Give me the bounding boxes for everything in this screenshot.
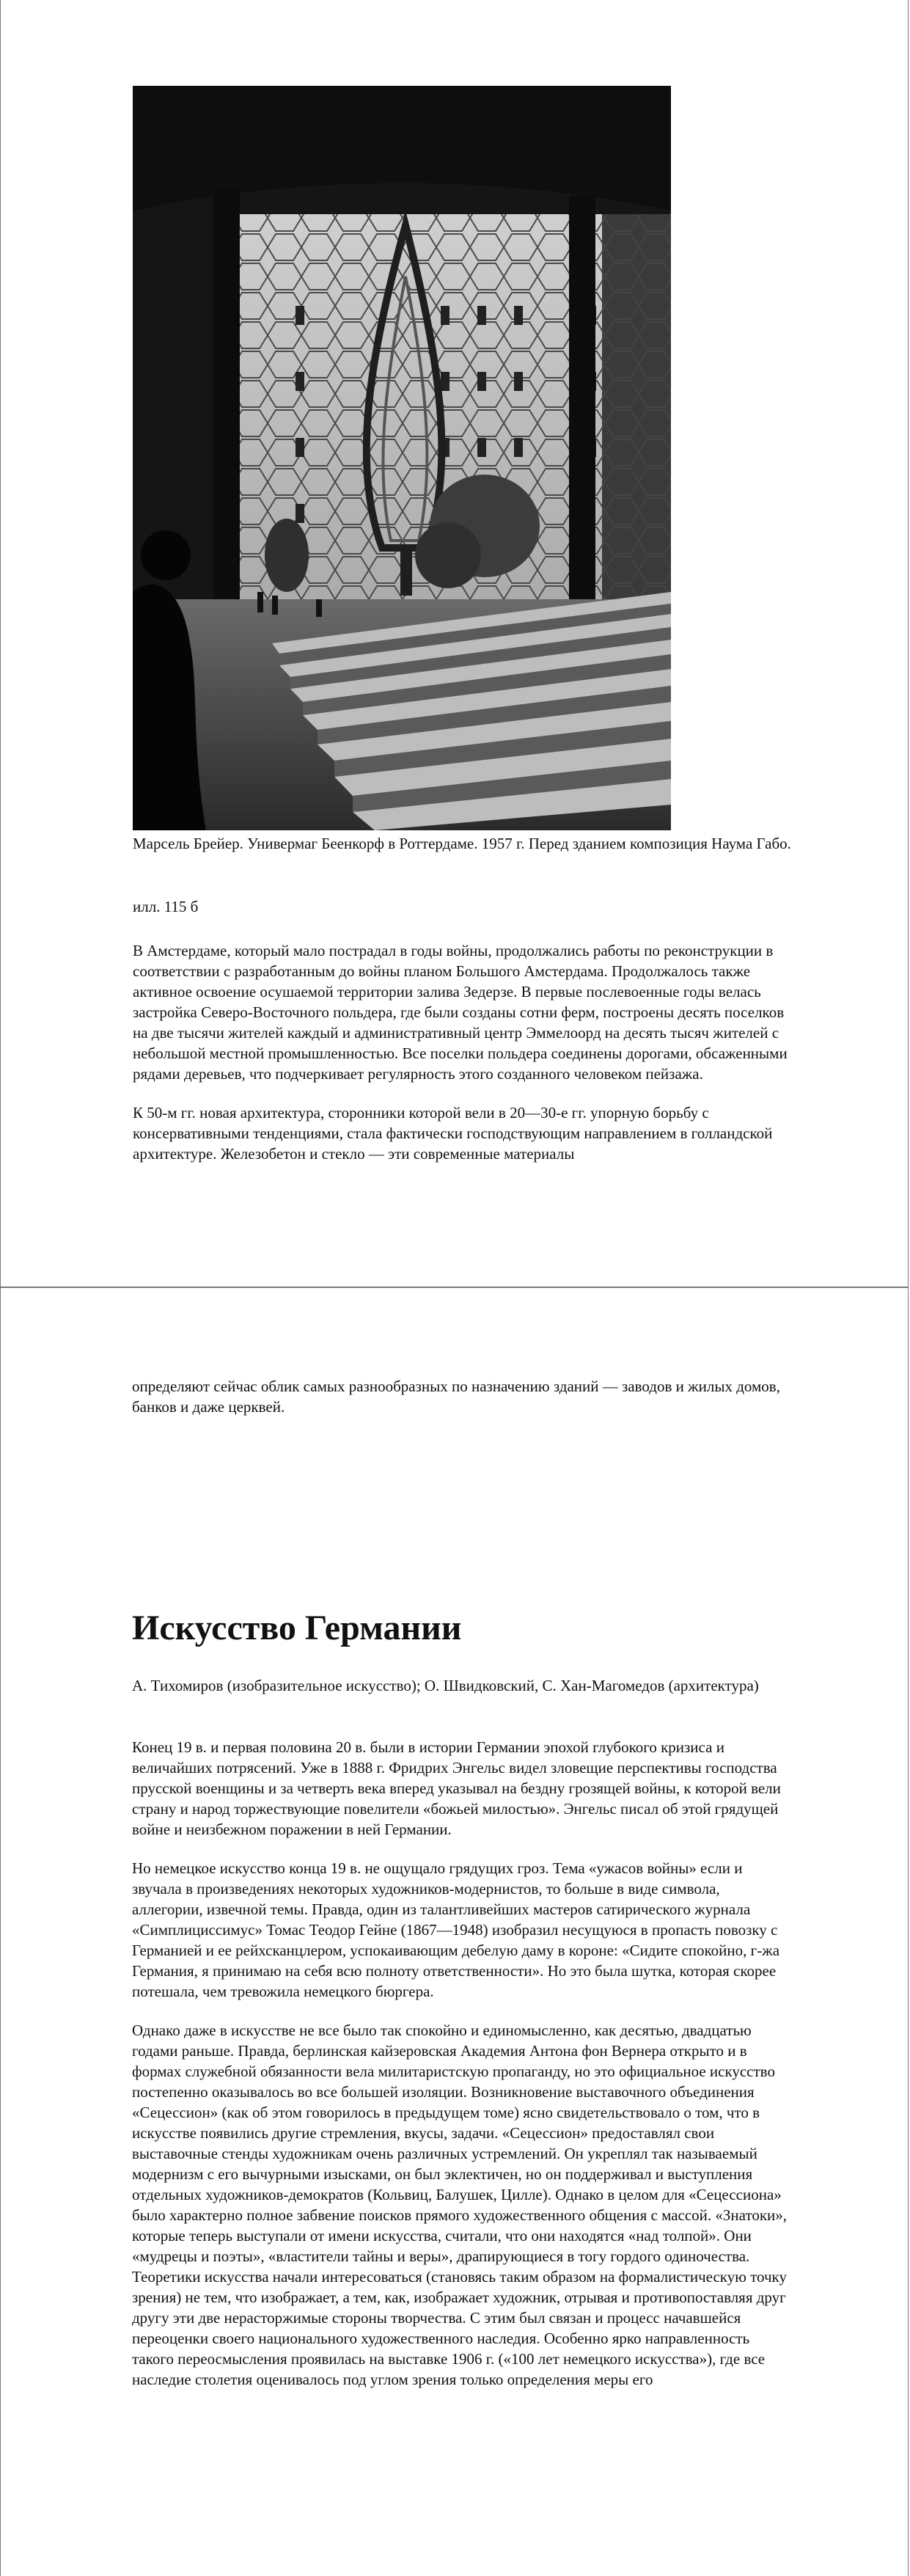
page1-body [133,940,793,1182]
illustration-reference: илл. 115 б [133,898,199,915]
continuation-text: определяют сейчас облик самых разнообразных по назначению зданий — заводов и жилых домов, банков и даже церквей. [132,1377,780,1416]
paragraph: Но немецкое искусство конца 19 в. не ощущало грядущих гроз. Тема «ужасов войны» если и звучала в произведениях некоторых художников-модернистов, то больше в виде символа, аллегории, извечной темы. Правда, один из талантливейших мастеров сатирического журнала «Симплициссимус» Томас Теодор Гейне (1867—1948) изобразил несущуюся в пропасть повозку с Германией и ее рейхсканцлером, успокаивающим дебелую даму в короне: «Сидите спокойно, г-жа Германия, я принимаю на себя всю полноту ответственности». Но это была шутка, которая скорее потешала, чем тревожила немецкого бюргера. [132,1859,780,2000]
chapter-heading: Искусство Германии [132,1609,462,1647]
paragraph: В Амстердаме, который мало пострадал в годы войны, продолжались работы по реконструкции в соответствии с разработанным до войны планом Большого Амстердама. Продолжалось также активное освоение осушаемой территории залива Зедерзе. В первые послевоенные годы велась застройка Северо-Восточного польдера, где были созданы сотни ферм, построены десять поселков на две тысячи жителей каждый и административный центр Эммелоорд на десять тысяч жителей с небольшой местной промышленностью. Все поселки польдера соединены дорогами, обсаженными рядами деревьев, что подчеркивает регулярность этого созданного человеком пейзажа. [133,942,788,1083]
authors-line: А. Тихомиров (изобразительное искусство); О. Швидковский, С. Хан-Магомедов (архитектура) [132,1677,759,1694]
page2-body [132,1737,792,2408]
photo-caption: Марсель Брейер. Универмаг Беенкорф в Роттердаме. 1957 г. Перед зданием композиция Наума Габо. [133,835,791,852]
paragraph: К 50-м гг. новая архитектура, сторонники которой вели в 20—30-е гг. упорную борьбу с консервативными тенденциями, стала фактически господствующим направлением в голландской архитектуре. Железобетон и стекло — эти современные материалы [133,1104,773,1163]
page-1 [0,0,909,1287]
building-photo-image [133,86,671,830]
paragraph: Конец 19 в. и первая половина 20 в. были в истории Германии эпохой глубокого кризиса и величайших потрясений. Уже в 1888 г. Фридрих Энгельс видел зловещие перспективы господства прусской военщины и за четверть века вперед указывал на бездну грозящей войны, к которой вели страну и народ торжествующие повелители «божьей милостью». Энгельс писал об этой грядущей войне и неизбежном поражении в ней Германии. [132,1738,781,1838]
building-photo [133,86,671,830]
paragraph: Однако даже в искусстве не все было так спокойно и единомысленно, как десятью, двадцатью годами раньше. Правда, берлинская кайзеровская Академия Антона фон Вернера открыто и в формах служебной обязанности вела милитаристскую пропаганду, но это официальное искусство постепенно оказывалось во все большей изоляции. Возникновение выставочного объединения «Сецессион» (как об этом говорилось в предыдущем томе) ясно свидетельствовало о том, что в искусстве появились другие стремления, вкусы, задачи. «Сецессион» предоставлял свои выставочные стенды художникам очень различных устремлений. Он укреплял так называемый модернизм с его вычурными изысками, он был эклектичен, но он поддерживал и выступления отдельных художников-демократов (Кольвиц, Балушек, Цилле). Однако в целом для «Сецессиона» было характерно полное забвение поисков прямого художественного общения с массой. «Знатоки», которые теперь выступали от имени искусства, считали, что они находятся «над толпой». Они «мудрецы и поэты», «властители тайны и веры», драпирующиеся в тогу гордого одиночества. Теоретики искусства начали интересоваться (становясь таким образом на формалистическую точку зрения) не тем, что изображает, а тем, как, изображает художник, отрывая и противопоставляя друг другу эти две нерасторжимые стороны творчества. С этим был связан и процесс начавшейся переоценки своего национального художественного наследия. Особенно ярко направленность такого переосмысления проявилась на выставке 1906 г. («100 лет немецкого искусства»), где все наследие столетия оценивалось под углом зрения только определения меры его [132,2021,788,2388]
